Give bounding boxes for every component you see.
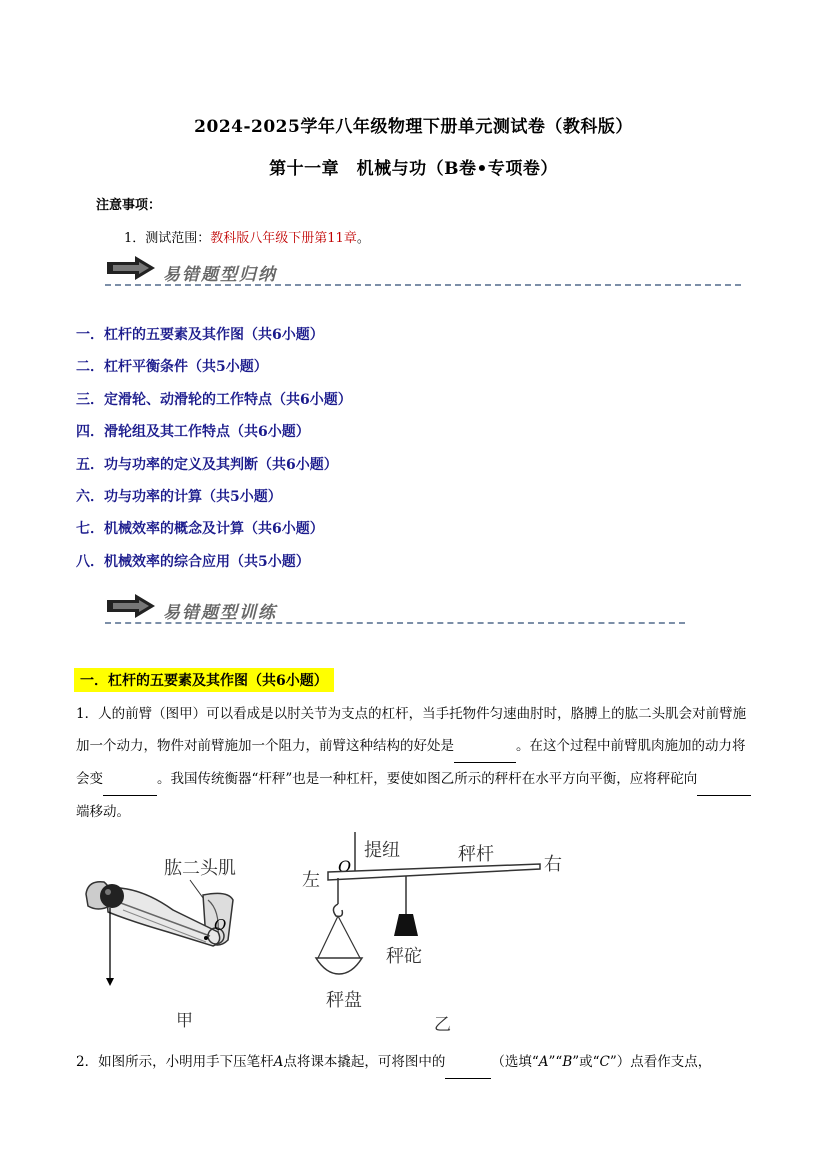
fig2-caption: 乙 (434, 1015, 451, 1035)
fig2-right-label: 右 (544, 854, 562, 875)
notice-item-1-scope: 教科版八年级下册第11章 (210, 231, 357, 246)
double-arrow-icon (105, 254, 161, 284)
figure-steelyard (298, 832, 576, 1037)
notice-heading: 注意事项： (96, 198, 162, 213)
q1-text-3: 。我国传统衡器“杆秤”也是一种杠杆，要使如图乙所示的秤杆在水平方向平衡，应将秤砣向 (157, 771, 698, 787)
fig1-muscle-label: 肱二头肌 (164, 858, 236, 879)
toc-item-1[interactable]: 一．杠杆的五要素及其作图（共6小题） (76, 327, 324, 343)
fig2-cord-label: 提纽 (364, 840, 400, 861)
banner-label: 易错题型归纳 (163, 265, 277, 285)
question-2 (76, 1046, 756, 1079)
q1-blank-3[interactable] (697, 763, 751, 796)
q2-option-a: A (538, 1054, 549, 1070)
banner-label: 易错题型训练 (163, 603, 277, 623)
fig2-pan-label: 秤盘 (326, 990, 362, 1011)
fig1-caption: 甲 (176, 1011, 193, 1031)
double-arrow-icon (105, 592, 161, 622)
chapter-subtitle: 第十一章 机械与功（B卷•专项卷） (269, 159, 558, 179)
fig2-left-label: 左 (302, 870, 320, 891)
toc-item-7[interactable]: 七．机械效率的概念及计算（共6小题） (76, 521, 324, 537)
toc-item-3[interactable]: 三．定滑轮、动滑轮的工作特点（共6小题） (76, 392, 352, 408)
question-1 (76, 698, 756, 828)
q2-blank-1[interactable] (445, 1046, 491, 1079)
q1-text-2: 。在这个过程中前臂肌肉施加的动力将会变 (76, 738, 746, 787)
q2-option-c: C (599, 1054, 610, 1070)
banner-error-types-summary (105, 254, 741, 294)
q2-text-2: 点将课本撬起，可将图中的 (283, 1054, 446, 1070)
banner-error-types-practice (105, 592, 741, 632)
q2-text-4: ”）点看作支点， (609, 1054, 712, 1070)
notice-item-1 (124, 227, 370, 246)
q2-option-b: B (562, 1054, 573, 1070)
toc-item-8[interactable]: 八．机械效率的综合应用（共5小题） (76, 554, 310, 570)
notice-item-1-suffix: 。 (356, 231, 370, 246)
q2-text-1: 2．如图所示，小明用手下压笔杆 (76, 1054, 274, 1070)
q2-text-3: （选填“ (491, 1054, 539, 1070)
q2-quote-2: ”或“ (572, 1054, 600, 1070)
q1-text-4: 端移动。 (76, 804, 130, 820)
dashed-divider (105, 622, 685, 624)
section-heading-1: 一．杠杆的五要素及其作图（共6小题） (74, 668, 334, 692)
q1-text-1: 1．人的前臂（图甲）可以看成是以肘关节为支点的杠杆，当手托物件匀速曲肘时，胳膊上的肱二头肌会对前臂施加一个动力，物件对前臂施加一个阻力，前臂这种结构的好处是 (76, 706, 747, 754)
fig2-weight-label: 秤砣 (386, 946, 422, 967)
dashed-divider (105, 284, 741, 286)
toc-item-6[interactable]: 六．功与功率的计算（共5小题） (76, 489, 282, 505)
document-title: 2024-2025学年八年级物理下册单元测试卷（教科版） (194, 117, 633, 137)
q2-point-a: A (273, 1054, 284, 1070)
q1-blank-2[interactable] (103, 763, 157, 796)
toc-item-4[interactable]: 四．滑轮组及其工作特点（共6小题） (76, 424, 310, 440)
fig2-pivot-label: O (338, 857, 352, 876)
toc-item-2[interactable]: 二．杠杆平衡条件（共5小题） (76, 359, 268, 375)
fig2-rod-label: 秤杆 (458, 844, 494, 865)
q1-blank-1[interactable] (454, 730, 516, 763)
notice-item-1-prefix: 1．测试范围： (124, 231, 211, 246)
toc-item-5[interactable]: 五．功与功率的定义及其判断（共6小题） (76, 457, 338, 473)
figure-forearm (78, 840, 258, 1035)
q2-quote-1: ”“ (548, 1054, 563, 1070)
fig1-pivot-label: O (214, 916, 227, 934)
